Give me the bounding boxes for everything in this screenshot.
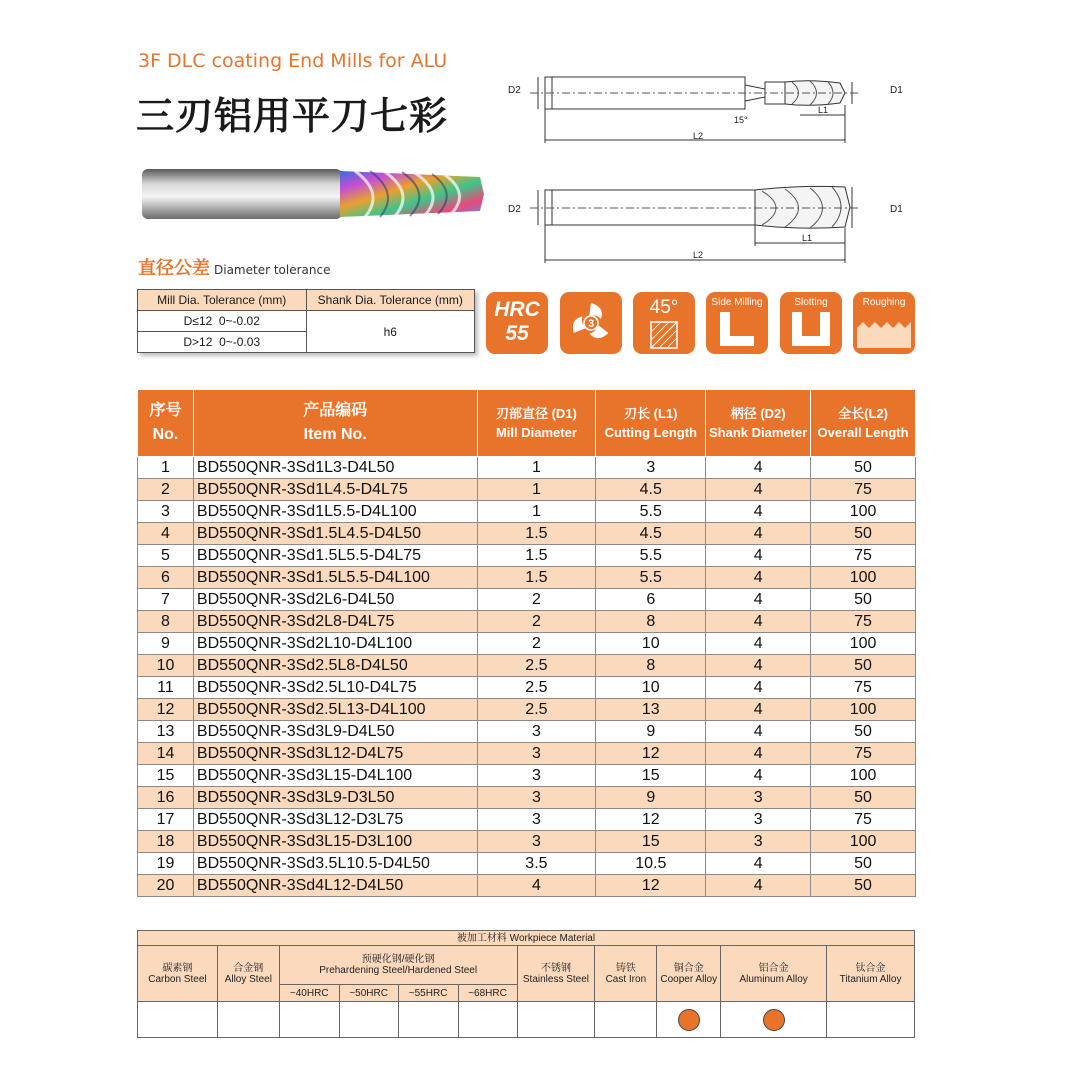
header-cutting-length: 刃长 (L1) Cutting Length [596, 390, 706, 457]
d2-label-bottom: D2 [508, 204, 521, 215]
row-shank-diameter: 3 [706, 787, 811, 809]
table-row [138, 809, 916, 831]
row-overall-length: 50 [811, 853, 916, 875]
header-shank-diameter: 柄径 (D2) Shank Diameter [706, 390, 811, 457]
row-cutting-length: 3 [596, 457, 706, 479]
row-cutting-length: 10.5 [596, 853, 706, 875]
tolerance-heading-cn: 直径公差 [138, 258, 210, 279]
row-mill-diameter: 2 [477, 633, 596, 655]
row-shank-diameter: 4 [706, 567, 811, 589]
row-item-no: BD550QNR-3Sd2.5L13-D4L100 [193, 699, 477, 721]
row-cutting-length: 6 [596, 589, 706, 611]
table-row [138, 677, 916, 699]
row-overall-length: 50 [811, 457, 916, 479]
l1-label-bottom: L1 [802, 233, 813, 243]
roughing-label: Roughing [862, 297, 906, 308]
shank-tolerance-value: h6 [306, 311, 475, 353]
row-item-no: BD550QNR-3Sd1L4.5-D4L75 [193, 479, 477, 501]
row-shank-diameter: 4 [706, 479, 811, 501]
row-no: 9 [138, 633, 194, 655]
row-overall-length: 50 [811, 589, 916, 611]
header-mill-diameter: 刃部直径 (D1) Mill Diameter [477, 390, 596, 457]
row-no: 13 [138, 721, 194, 743]
row-shank-diameter: 4 [706, 853, 811, 875]
row-overall-length: 75 [811, 545, 916, 567]
row-item-no: BD550QNR-3Sd2.5L10-D4L75 [193, 677, 477, 699]
row-item-no: BD550QNR-3Sd1L3-D4L50 [193, 457, 477, 479]
row-no: 10 [138, 655, 194, 677]
tolerance-table [137, 289, 475, 353]
d2-label: D2 [508, 85, 521, 96]
technical-drawing-bottom [500, 175, 920, 265]
row-cutting-length: 15 [596, 831, 706, 853]
row-shank-diameter: 4 [706, 765, 811, 787]
row-overall-length: 75 [811, 809, 916, 831]
row-mill-diameter: 3 [477, 809, 596, 831]
row-item-no: BD550QNR-3Sd1.5L4.5-D4L50 [193, 523, 477, 545]
row-overall-length: 100 [811, 765, 916, 787]
row-shank-diameter: 3 [706, 809, 811, 831]
row-shank-diameter: 4 [706, 457, 811, 479]
row-item-no: BD550QNR-3Sd3.5L10.5-D4L50 [193, 853, 477, 875]
helix-angle-icon [633, 292, 695, 354]
table-row [138, 699, 916, 721]
row-overall-length: 50 [811, 875, 916, 897]
row-shank-diameter: 3 [706, 831, 811, 853]
row-shank-diameter: 4 [706, 655, 811, 677]
side-milling-label: Side Milling [711, 297, 763, 308]
row-cutting-length: 5.5 [596, 545, 706, 567]
row-mill-diameter: 2 [477, 611, 596, 633]
table-row [138, 721, 916, 743]
mark-40hrc [279, 1002, 339, 1038]
row-no: 1 [138, 457, 194, 479]
table-row [138, 655, 916, 677]
row-cutting-length: 8 [596, 611, 706, 633]
table-row [138, 567, 916, 589]
hrc-value: 55 [505, 322, 529, 345]
table-row [138, 875, 916, 897]
hardness-40: ~40HRC [279, 985, 339, 1002]
row-shank-diameter: 4 [706, 875, 811, 897]
hrc-label: HRC [494, 298, 540, 321]
row-no: 3 [138, 501, 194, 523]
row-item-no: BD550QNR-3Sd1.5L5.5-D4L100 [193, 567, 477, 589]
row-item-no: BD550QNR-3Sd2L6-D4L50 [193, 589, 477, 611]
row-cutting-length: 5.5 [596, 567, 706, 589]
row-shank-diameter: 4 [706, 633, 811, 655]
row-mill-diameter: 2.5 [477, 677, 596, 699]
row-mill-diameter: 3.5 [477, 853, 596, 875]
row-shank-diameter: 4 [706, 677, 811, 699]
roughing-icon [853, 292, 915, 354]
table-row [138, 523, 916, 545]
table-row [138, 633, 916, 655]
material-cooper-alloy: 铜合金 Cooper Alloy [657, 946, 721, 1002]
table-row [138, 611, 916, 633]
row-shank-diameter: 4 [706, 611, 811, 633]
row-item-no: BD550QNR-3Sd3L12-D4L75 [193, 743, 477, 765]
row-cutting-length: 12 [596, 743, 706, 765]
row-mill-diameter: 3 [477, 743, 596, 765]
header-no: 序号 No. [138, 390, 194, 457]
row-shank-diameter: 4 [706, 743, 811, 765]
row-cutting-length: 4.5 [596, 523, 706, 545]
row-mill-diameter: 1.5 [477, 567, 596, 589]
table-row [138, 743, 916, 765]
row-cutting-length: 4.5 [596, 479, 706, 501]
suitable-dot-icon [678, 1009, 700, 1031]
material-carbon-steel: 碳素钢 Carbon Steel [138, 946, 218, 1002]
tolerance-row-2: D>12 0~-0.03 [138, 332, 307, 353]
hardness-68: ~68HRC [458, 985, 517, 1002]
row-cutting-length: 13 [596, 699, 706, 721]
row-overall-length: 50 [811, 721, 916, 743]
row-item-no: BD550QNR-3Sd2.5L8-D4L50 [193, 655, 477, 677]
table-row [138, 457, 916, 479]
mark-68hrc [458, 1002, 517, 1038]
mark-aluminum-alloy [721, 1002, 827, 1038]
row-no: 20 [138, 875, 194, 897]
row-overall-length: 100 [811, 633, 916, 655]
mark-alloy-steel [217, 1002, 279, 1038]
row-no: 8 [138, 611, 194, 633]
row-no: 14 [138, 743, 194, 765]
row-cutting-length: 10 [596, 633, 706, 655]
row-cutting-length: 10 [596, 677, 706, 699]
mark-cast-iron [595, 1002, 657, 1038]
shank-tolerance-header: Shank Dia. Tolerance (mm) [306, 290, 475, 311]
slotting-icon [780, 292, 842, 354]
row-no: 2 [138, 479, 194, 501]
row-cutting-length: 8 [596, 655, 706, 677]
flute-count: 3 [587, 318, 595, 330]
title-chinese: 三刃铝用平刀七彩 [136, 94, 449, 138]
material-alloy-steel: 合金钢 Alloy Steel [217, 946, 279, 1002]
title-english: 3F DLC coating End Mills for ALU [138, 50, 448, 72]
row-shank-diameter: 4 [706, 501, 811, 523]
material-stainless-steel: 不锈钢 Stainless Steel [517, 946, 595, 1002]
slotting-label: Slotting [794, 297, 828, 308]
material-cast-iron: 铸铁 Cast Iron [595, 946, 657, 1002]
table-row [138, 479, 916, 501]
row-shank-diameter: 4 [706, 523, 811, 545]
row-mill-diameter: 2.5 [477, 655, 596, 677]
table-row [138, 589, 916, 611]
row-cutting-length: 9 [596, 787, 706, 809]
three-flute-icon [560, 292, 622, 354]
row-overall-length: 50 [811, 523, 916, 545]
header-overall-length: 全长(L2) Overall Length [811, 390, 916, 457]
row-cutting-length: 9 [596, 721, 706, 743]
row-item-no: BD550QNR-3Sd1.5L5.5-D4L75 [193, 545, 477, 567]
row-mill-diameter: 1 [477, 479, 596, 501]
material-titanium-alloy: 钛合金 Titanium Alloy [827, 946, 915, 1002]
l1-label: L1 [818, 105, 829, 115]
row-no: 6 [138, 567, 194, 589]
row-overall-length: 100 [811, 567, 916, 589]
row-overall-length: 75 [811, 479, 916, 501]
row-item-no: BD550QNR-3Sd2L8-D4L75 [193, 611, 477, 633]
technical-drawing-top [500, 65, 920, 145]
row-cutting-length: 5.5 [596, 501, 706, 523]
row-no: 4 [138, 523, 194, 545]
row-no: 11 [138, 677, 194, 699]
tolerance-heading [138, 254, 330, 280]
row-cutting-length: 15 [596, 765, 706, 787]
row-mill-diameter: 3 [477, 787, 596, 809]
row-no: 15 [138, 765, 194, 787]
row-overall-length: 100 [811, 831, 916, 853]
d1-label-bottom: D1 [890, 204, 903, 215]
row-mill-diameter: 3 [477, 721, 596, 743]
hardness-55: ~55HRC [398, 985, 458, 1002]
table-row [138, 831, 916, 853]
row-overall-length: 75 [811, 677, 916, 699]
row-mill-diameter: 2 [477, 589, 596, 611]
product-table [137, 389, 916, 897]
row-item-no: BD550QNR-3Sd3L9-D3L50 [193, 787, 477, 809]
table-row [138, 545, 916, 567]
row-mill-diameter: 3 [477, 831, 596, 853]
row-mill-diameter: 1.5 [477, 545, 596, 567]
row-item-no: BD550QNR-3Sd3L15-D4L100 [193, 765, 477, 787]
row-overall-length: 75 [811, 611, 916, 633]
row-shank-diameter: 4 [706, 699, 811, 721]
row-mill-diameter: 1 [477, 501, 596, 523]
d1-label: D1 [890, 85, 903, 96]
table-row [138, 501, 916, 523]
tolerance-row-1: D≤12 0~-0.02 [138, 311, 307, 332]
hardness-50: ~50HRC [339, 985, 398, 1002]
row-cutting-length: 12 [596, 809, 706, 831]
l2-label: L2 [693, 131, 704, 141]
mark-50hrc [339, 1002, 398, 1038]
suitable-dot-icon [763, 1009, 785, 1031]
helix-angle-label: 45° [649, 297, 679, 318]
header-item: 产品编码 Item No. [193, 390, 477, 457]
material-caption: 被加工材料 Workpiece Material [138, 931, 915, 946]
material-hardened-steel: 预硬化钢/硬化钢 Prehardening Steel/Hardened Steel [279, 946, 517, 985]
row-item-no: BD550QNR-3Sd3L15-D3L100 [193, 831, 477, 853]
row-overall-length: 100 [811, 501, 916, 523]
mark-titanium-alloy [827, 1002, 915, 1038]
row-item-no: BD550QNR-3Sd4L12-D4L50 [193, 875, 477, 897]
row-item-no: BD550QNR-3Sd3L12-D3L75 [193, 809, 477, 831]
row-cutting-length: 12 [596, 875, 706, 897]
mark-cooper-alloy [657, 1002, 721, 1038]
row-no: 7 [138, 589, 194, 611]
row-no: 19 [138, 853, 194, 875]
row-overall-length: 75 [811, 743, 916, 765]
row-overall-length: 50 [811, 787, 916, 809]
row-mill-diameter: 2.5 [477, 699, 596, 721]
row-mill-diameter: 1.5 [477, 523, 596, 545]
row-shank-diameter: 4 [706, 721, 811, 743]
row-no: 17 [138, 809, 194, 831]
workpiece-material-table [137, 930, 915, 1038]
table-row [138, 787, 916, 809]
angle-label: 15° [734, 115, 748, 125]
row-overall-length: 50 [811, 655, 916, 677]
mill-tolerance-header: Mill Dia. Tolerance (mm) [138, 290, 307, 311]
row-mill-diameter: 4 [477, 875, 596, 897]
row-item-no: BD550QNR-3Sd3L9-D4L50 [193, 721, 477, 743]
row-shank-diameter: 4 [706, 545, 811, 567]
table-row [138, 765, 916, 787]
side-milling-icon [706, 292, 768, 354]
mark-55hrc [398, 1002, 458, 1038]
row-overall-length: 100 [811, 699, 916, 721]
row-no: 12 [138, 699, 194, 721]
material-aluminum-alloy: 铝合金 Aluminum Alloy [721, 946, 827, 1002]
row-shank-diameter: 4 [706, 589, 811, 611]
table-row [138, 853, 916, 875]
tolerance-heading-en: Diameter tolerance [214, 263, 331, 277]
row-mill-diameter: 1 [477, 457, 596, 479]
row-no: 16 [138, 787, 194, 809]
row-item-no: BD550QNR-3Sd1L5.5-D4L100 [193, 501, 477, 523]
hardness-icon [486, 292, 548, 354]
end-mill-image [140, 163, 485, 225]
row-mill-diameter: 3 [477, 765, 596, 787]
row-item-no: BD550QNR-3Sd2L10-D4L100 [193, 633, 477, 655]
l2-label-bottom: L2 [693, 250, 704, 260]
mark-stainless-steel [517, 1002, 595, 1038]
row-no: 5 [138, 545, 194, 567]
mark-carbon-steel [138, 1002, 218, 1038]
row-no: 18 [138, 831, 194, 853]
